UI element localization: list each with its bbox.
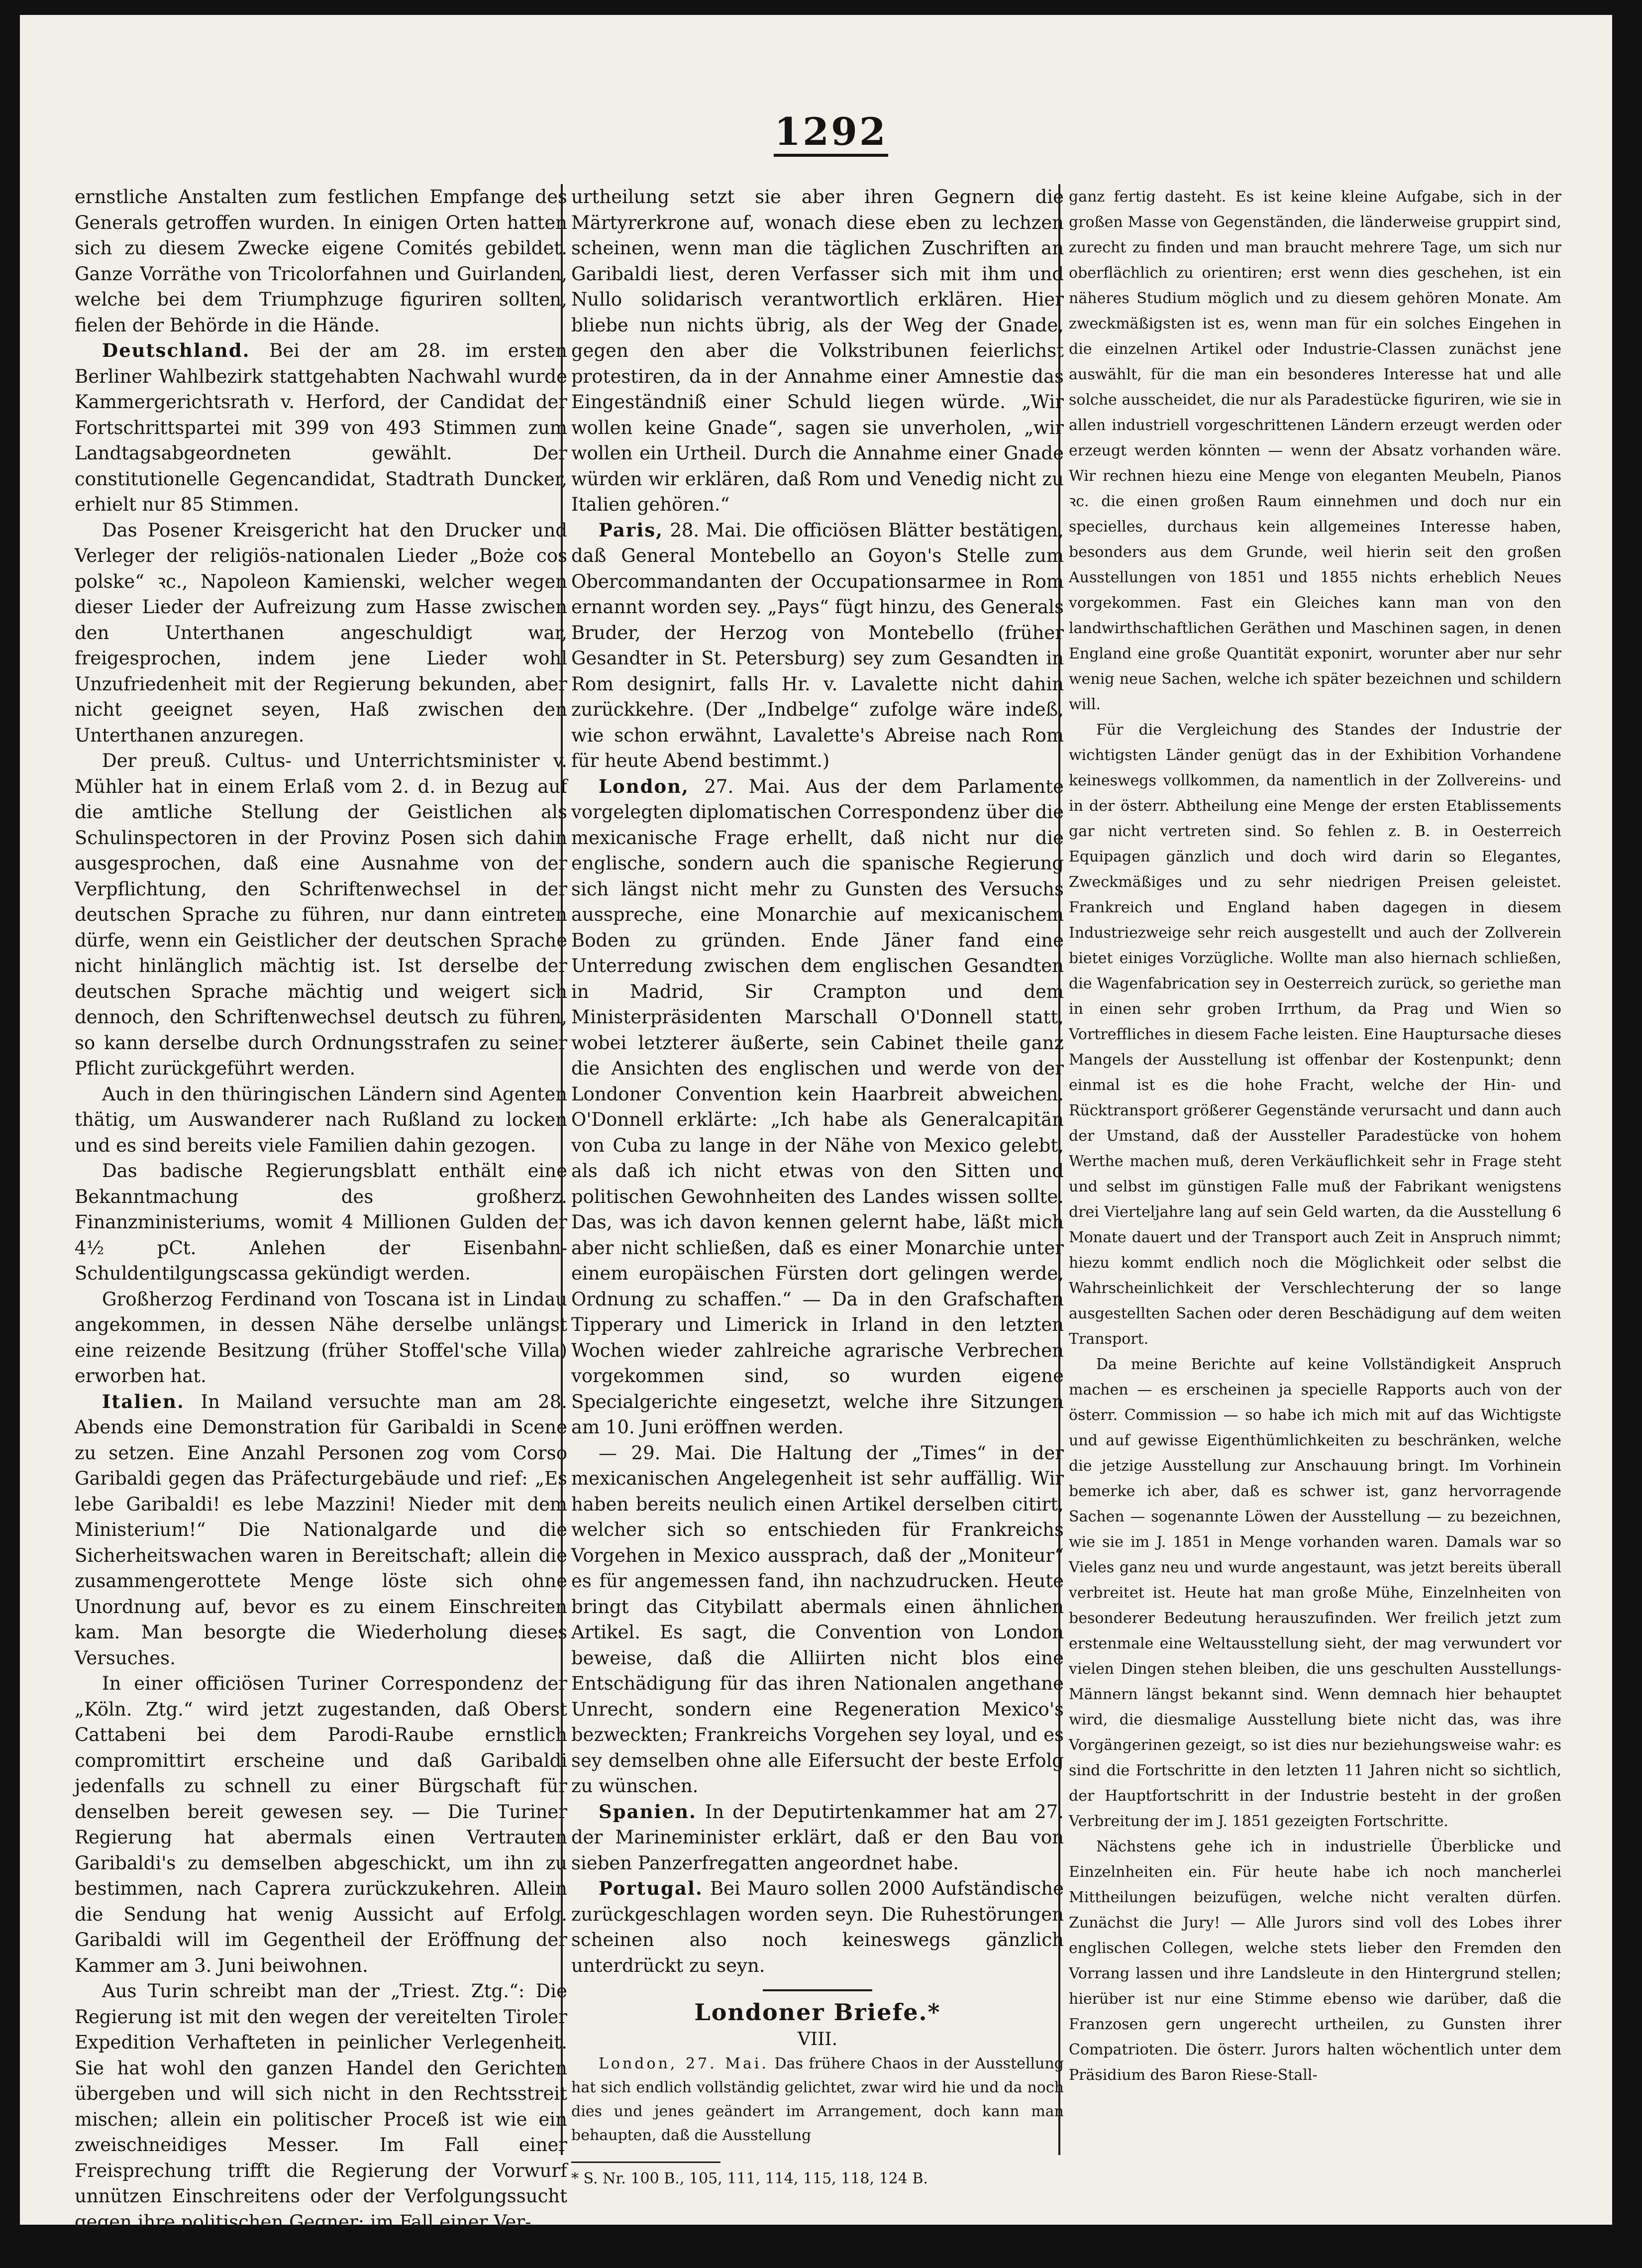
paragraph: London, 27. Mai. Das frühere Chaos in der Ausstellung hat sich endlich vollständig gelichtet, zwar wird hie und da noch dies und jenes geändert im Arrangement, doch kann man behaupten, daß die Ausstellung	[571, 2055, 1064, 2144]
section-keyword: Italien.	[102, 1390, 185, 1412]
paragraph: Für die Vergleichung des Standes der Industrie der wichtigsten Länder genügt das in der Exhibition Vorhandene keineswegs vollkommen, da namentlich in der Zollvereins- und in der österr. Abtheilung eine Menge der ersten Etablissements gar nicht vertreten sind. So fehlen z. B. in Oesterreich Equipagen gänzlich und doch wird darin so Elegantes, Zweckmäßiges und zu sehr niedrigen Preisen geleistet. Frankreich und England haben dagegen in diesem Industriezweige sehr reich ausgestellt und auch der Zollverein bietet einiges Vorzügliche. Wollte man also hiernach schließen, die Wagenfabrication sey in Oesterreich zurück, so geriethe man in einen sehr groben Irrthum, da Prag und Wien so Vortreffliches in diesem Fache leisten. Eine Hauptursache dieses Mangels der Ausstellung ist offenbar der Kostenpunkt; denn einmal ist es die hohe Fracht, welche der Hin- und Rücktransport größerer Gegenstände verursacht und dann auch der Umstand, daß der Aussteller Paradestücke von hohem Werthe machen muß, deren Verkäuflichkeit sehr in Frage steht und selbst im günstigen Falle muß der Fabrikant wenigstens drei Vierteljahre lang auf sein Geld warten, da die Ausstellung 6 Monate dauert und der Transport auch Zeit in Anspruch nimmt; hiezu kommt endlich noch die Möglichkeit oder selbst die Wahrscheinlichkeit der Verschlechterung der so lange ausgestellten Sachen oder deren Beschädigung auf dem weiten Transport.	[1069, 721, 1561, 1348]
paragraph: London, 27. Mai. Aus der dem Parlamente vorgelegten diplomatischen Correspondenz über die mexicanische Frage erhellt, daß nicht nur die englische, sondern auch die spanische Regierung sich längst nicht mehr zu Gunsten des Versuchs ausspreche, eine Monarchie auf mexicanischem Boden zu gründen. Ende Jäner fand eine Unterredung zwischen dem englischen Gesandten in Madrid, Sir Crampton und dem Ministerpräsidenten Marschall O'Donnell statt, wobei letzterer äußerte, sein Cabinet theile ganz die Ansichten des englischen und werde von der Londoner Convention kein Haarbreit abweichen. O'Donnell erklärte: „Ich habe als Generalcapitän von Cuba zu lange in der Nähe von Mexico gelebt, als daß ich nicht etwas von den Sitten und politischen Gewohnheiten des Landes wissen sollte. Das, was ich davon kennen gelernt habe, läßt mich aber nicht schließen, daß es einer Monarchie unter einem europäischen Fürsten dort gelingen werde, Ordnung zu schaffen.“ — Da in den Grafschaften Tipperary und Limerick in Irland in den letzten Wochen wieder zahlreiche agrarische Verbrechen vorgekommen sind, so wurden eigene Specialgerichte eingesetzt, welche ihre Sitzungen am 10. Juni eröffnen werden.	[571, 775, 1064, 1438]
paragraph: Portugal. Bei Mauro sollen 2000 Aufständische zurückgeschlagen worden seyn. Die Ruhestörungen scheinen also noch keineswegs gänzlich unterdrückt zu seyn.	[571, 1877, 1064, 1976]
paragraph: Aus Turin schreibt man der „Triest. Ztg.“: Die Regierung ist mit den wegen der vereitelten Tiroler Expedition Verhafteten in peinlicher Verlegenheit. Sie hat wohl den ganzen Handel den Gerichten übergeben und will sich nicht in den Rechtsstreit mischen; allein ein politischer Proceß ist wie ein zweischneidiges Messer. Im Fall einer Freisprechung trifft die Regierung der Vorwurf unnützen Einschreitens oder der Verfolgungssucht gegen ihre politischen Gegner; im Fall einer Ver-	[75, 1980, 567, 2233]
column-middle	[571, 184, 1064, 2187]
paragraph: Deutschland. Bei der am 28. im ersten Berliner Wahlbezirk stattgehabten Nachwahl wurde Kammergerichtsrath v. Herford, der Candidat der Fortschrittspartei mit 399 von 493 Stimmen zum Landtagsabgeordneten gewählt. Der constitutionelle Gegencandidat, Stadtrath Duncker, erhielt nur 85 Stimmen.	[75, 339, 567, 515]
paragraph: ernstliche Anstalten zum festlichen Empfange des Generals getroffen wurden. In einigen Orten hatten sich zu diesem Zwecke eigene Comités gebildet. Ganze Vorräthe von Tricolorfahnen und Guirlanden, welche bei dem Triumphzuge figuriren sollten, fielen der Behörde in die Hände.	[75, 186, 567, 336]
section-keyword: Spanien.	[599, 1800, 697, 1823]
page-number: 1292	[766, 109, 896, 154]
paragraph: ganz fertig dasteht. Es ist keine kleine Aufgabe, sich in der großen Masse von Gegenständen, die länderweise gruppirt sind, zurecht zu finden und man braucht mehrere Tage, um sich nur oberflächlich zu orientiren; erst wenn dies geschehen, ist ein näheres Studium möglich und zu diesem gehören Monate. Am zweckmäßigsten ist es, wenn man für ein solches Eingehen in die einzelnen Artikel oder Industrie-Classen zunächst jene auswählt, für die man ein besonderes Interesse hat und alle solche ausscheidet, die nur als Paradestücke figuriren, wie sie in allen industriell vorgeschrittenen Ländern erzeugt werden oder erzeugt werden könnten — wenn der Absatz vorhanden wäre. Wir rechnen hiezu eine Menge von eleganten Meubeln, Pianos ꝛc. die einen großen Raum einnehmen und doch nur ein specielles, durchaus kein allgemeines Interesse haben, besonders aus dem Grunde, weil hierin seit den großen Ausstellungen von 1851 und 1855 nichts erheblich Neues vorgekommen. Fast ein Gleiches kann man von den landwirthschaftlichen Geräthen und Maschinen sagen, in denen England eine große Quantität exponirt, worunter aber nur sehr wenig neue Sachen, welche ich später bezeichnen und schildern will.	[1069, 188, 1561, 713]
footnote-rule	[571, 2161, 720, 2163]
section-separator	[763, 1989, 872, 1991]
paragraph: In einer officiösen Turiner Correspondenz der „Köln. Ztg.“ wird jetzt zugestanden, daß Oberst Cattabeni bei dem Parodi-Raube ernstlich compromittirt erscheine und daß Garibaldi jedenfalls zu schnell zu einer Bürgschaft für denselben bereit gewesen sey. — Die Turiner Regierung hat abermals einen Vertrauten Garibaldi's zu demselben abgeschickt, um ihn zu bestimmen, nach Caprera zurückzukehren. Allein die Sendung hat wenig Aussicht auf Erfolg. Garibaldi will im Gegentheil der Eröffnung der Kammer am 3. Juni beiwohnen.	[75, 1673, 567, 1976]
paragraph: Nächstens gehe ich in industrielle Überblicke und Einzelnheiten ein. Für heute habe ich noch mancherlei Mittheilungen beizufügen, welche nicht veralten dürfen. Zunächst die Jury! — Alle Jurors sind voll des Lobes ihrer englischen Collegen, welche stets lieber den Fremden den Vorrang lassen und ihre Landsleute in den Hintergrund stellen; hierüber ist nur eine Stimme ebenso wie darüber, daß die Franzosen gern ungerecht urtheilen, zu Gunsten ihrer Compatrioten. Die österr. Jurors halten wöchentlich unter dem Präsidium des Baron Riese-Stall-	[1069, 1838, 1561, 2084]
paragraph: Der preuß. Cultus- und Unterrichtsminister v. Mühler hat in einem Erlaß vom 2. d. in Bezug auf die amtliche Stellung der Geistlichen als Schulinspectoren in der Provinz Posen sich dahin ausgesprochen, daß eine Ausnahme von der Verpflichtung, den Schriftenwechsel in der deutschen Sprache zu führen, nur dann eintreten dürfe, wenn ein Geistlicher der deutschen Sprache nicht hinlänglich mächtig ist. Ist derselbe der deutschen Sprache mächtig und weigert sich dennoch, den Schriftenwechsel deutsch zu führen, so kann derselbe durch Ordnungsstrafen zu seiner Pflicht zurückgeführt werden.	[75, 750, 567, 1079]
column-left	[75, 184, 567, 2233]
section-keyword: Portugal.	[599, 1877, 703, 1899]
paragraph: Das Posener Kreisgericht hat den Drucker und Verleger der religiös-nationalen Lieder „Boże cos polske“ ꝛc., Napoleon Kamienski, welcher wegen dieser Lieder der Aufreizung zum Hasse zwischen den Unterthanen angeschuldigt war, freigesprochen, indem jene Lieder wohl Unzufriedenheit mit der Regierung bekunden, aber nicht geeignet seyen, Haß zwischen den Unterthanen anzuregen.	[75, 519, 567, 746]
section-heading: Londoner Briefe.*	[694, 1999, 941, 2026]
paragraph: Spanien. In der Deputirtenkammer hat am 27. der Marineminister erklärt, daß er den Bau von sieben Panzerfregatten angeordnet habe.	[571, 1800, 1064, 1874]
section-keyword: London,	[599, 775, 689, 797]
paragraph: Italien. In Mailand versuchte man am 28. Abends eine Demonstration für Garibaldi in Scene zu setzen. Eine Anzahl Personen zog vom Corso Garibaldi gegen das Präfecturgebäude und rief: „Es lebe Garibaldi! es lebe Mazzini! Nieder mit dem Ministerium!“ Die Nationalgarde und die Sicherheitswachen waren in Bereitschaft; allein die zusammengerottete Menge löste sich ohne Unordnung auf, bevor es zu einem Einschreiten kam. Man besorgte die Wiederholung dieses Versuches.	[75, 1390, 567, 1669]
paragraph: Da meine Berichte auf keine Vollständigkeit Anspruch machen — es erscheinen ja specielle Rapports auch von der österr. Commission — so habe ich mich mit auf das Wichtigste und auf gewisse Eigenthümlichkeiten zu beschränken, welche die jetzige Ausstellung zur Anschauung bringt. Im Vorhinein bemerke ich aber, daß es schwer ist, ganz hervorragende Sachen — sogenannte Löwen der Ausstellung — zu bezeichnen, wie sie im J. 1851 in Menge vorhanden waren. Damals war so Vieles ganz neu und wurde angestaunt, was jetzt bereits überall verbreitet ist. Heute hat man große Mühe, Einzelnheiten von besonderer Bedeutung herauszufinden. Wer freilich jetzt zum erstenmale eine Weltausstellung sieht, der mag verwundert vor vielen Dingen stehen bleiben, die uns geschulten Ausstellungs-Männern längst bekannt sind. Wenn demnach hier behauptet wird, die diesmalige Ausstellung biete nicht das, was ihre Vorgängerinen gezeigt, so ist dies nur beziehungsweise wahr: es sind die Fortschritte in den letzten 11 Jahren nicht so sichtlich, der Hauptfortschritt in der Industrie besteht in der großen Verbreitung der im J. 1851 gezeigten Fortschritte.	[1069, 1356, 1561, 1830]
section-keyword: Paris,	[599, 519, 664, 541]
newspaper-page	[20, 15, 1612, 2233]
paragraph: — 29. Mai. Die Haltung der „Times“ in der mexicanischen Angelegenheit ist sehr auffällig. Wir haben bereits neulich einen Artikel derselben citirt, welcher sich so entschieden für Frankreichs Vorgehen in Mexico aussprach, daß der „Moniteur“ es für angemessen fand, ihn nachzudrucken. Heute bringt das Citybilatt abermals einen ähnlichen Artikel. Es sagt, die Convention von London beweise, daß die Alliirten nicht blos eine Entschädigung für das ihren Nationalen angethane Unrecht, sondern eine Regeneration Mexico's bezweckten; Frankreichs Vorgehen sey loyal, und es sey demselben ohne alle Eifersucht der beste Erfolg zu wünschen.	[571, 1442, 1064, 1797]
dateline: London, 27. Mai.	[599, 2055, 769, 2072]
footnote: * S. Nr. 100 B., 105, 111, 114, 115, 118, 124 B.	[571, 2170, 928, 2187]
paragraph: urtheilung setzt sie aber ihren Gegnern die Märtyrerkrone auf, wonach diese eben zu lechzen scheinen, wenn man die täglichen Zuschriften an Garibaldi liest, deren Verfasser sich mit ihm und Nullo solidarisch verantwortlich erklären. Hier bliebe nun nichts übrig, als der Weg der Gnade, gegen den aber die Volkstribunen feierlichst protestiren, da in der Annahme einer Amnestie das Eingeständniß einer Schuld liegen würde. „Wir wollen keine Gnade“, sagen sie unverholen, „wir wollen ein Urtheil. Durch die Annahme einer Gnade würden wir erklären, daß Rom und Venedig nicht zu Italien gehören.“	[571, 186, 1064, 515]
paragraph: Großherzog Ferdinand von Toscana ist in Lindau angekommen, in dessen Nähe derselbe unlängst eine reizende Besitzung (früher Stoffel'sche Villa) erworben hat.	[75, 1288, 567, 1387]
column-right	[1069, 184, 1561, 2160]
paragraph: Paris, 28. Mai. Die officiösen Blätter bestätigen, daß General Montebello an Goyon's Stelle zum Obercommandanten der Occupationsarmee in Rom ernannt worden sey. „Pays“ fügt hinzu, des Generals Bruder, der Herzog von Montebello (früher Gesandter in St. Petersburg) sey zum Gesandten in Rom designirt, falls Hr. v. Lavalette nicht dahin zurückkehre. (Der „Indbelge“ zufolge wäre indeß, wie schon erwähnt, Lavalette's Abreise nach Rom für heute Abend bestimmt.)	[571, 519, 1064, 771]
paragraph: Das badische Regierungsblatt enthält eine Bekanntmachung des großherz. Finanzministeriums, womit 4 Millionen Gulden der 4½ pCt. Anlehen der Eisenbahn-Schuldentilgungscassa gekündigt werden.	[75, 1160, 567, 1284]
section-number: VIII.	[797, 2029, 838, 2050]
paragraph: Auch in den thüringischen Ländern sind Agenten thätig, um Auswanderer nach Rußland zu locken und es sind bereits viele Familien dahin gezogen.	[75, 1083, 567, 1156]
section-keyword: Deutschland.	[102, 339, 250, 361]
